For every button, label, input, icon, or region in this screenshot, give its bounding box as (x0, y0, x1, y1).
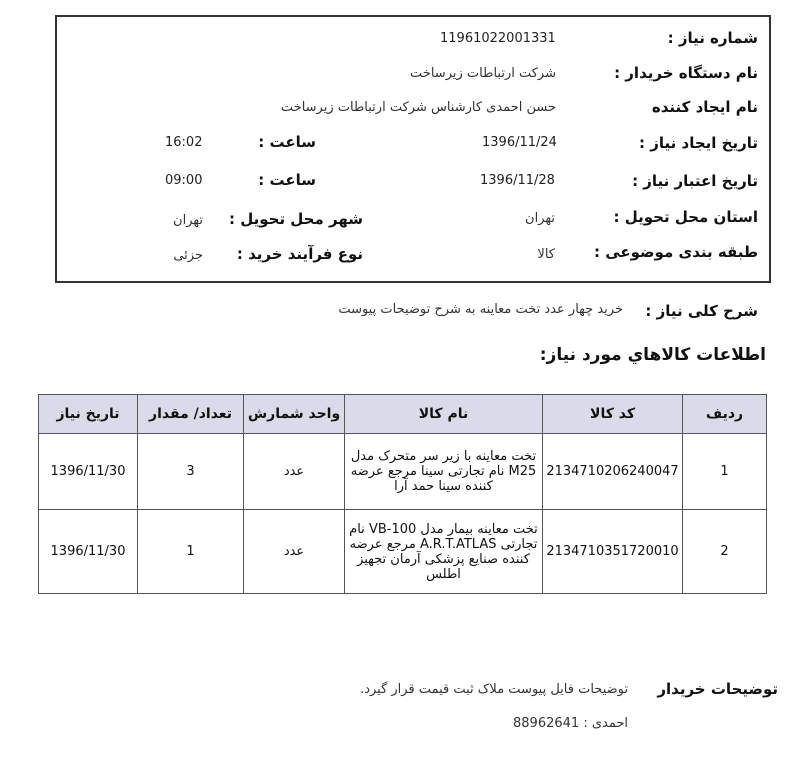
province-value: تهران (525, 211, 555, 226)
cell-qty: 1 (138, 510, 244, 594)
header-name: نام کالا (345, 395, 543, 434)
table-row (39, 510, 767, 594)
buyer-label: نام دستگاه خریدار : (614, 64, 758, 82)
valid-date-label: تاریخ اعتبار نیاز : (632, 172, 758, 190)
header-qty: تعداد/ مقدار (138, 395, 244, 434)
header-code: کد کالا (543, 395, 683, 434)
header-unit: واحد شمارش (244, 395, 345, 434)
process-label: نوع فرآیند خرید : (236, 245, 363, 263)
created-time-value: 16:02 (165, 135, 203, 150)
cell-name: تخت معاینه با زیر سر متحرک مدل M25 نام تجارتی سینا مرجع عرضه کننده سینا حمد آرا (345, 434, 543, 510)
goods-table (38, 394, 767, 594)
buyer-value: شرکت ارتباطات زیرساخت (410, 66, 556, 81)
cell-date: 1396/11/30 (39, 510, 138, 594)
creator-value: حسن احمدی کارشناس شرکت ارتباطات زیرساخت (280, 100, 556, 115)
city-value: تهران (173, 213, 203, 228)
summary-value: خرید چهار عدد تخت معاینه به شرح توضیحات پیوست (338, 302, 623, 317)
need-number-label: شماره نیاز : (667, 29, 758, 47)
created-time-label: ساعت : (258, 133, 316, 151)
cell-code: 2134710206240047 (543, 434, 683, 510)
need-number-value: 11961022001331 (440, 31, 556, 46)
process-value: جزئی (173, 248, 203, 263)
valid-time-value: 09:00 (165, 173, 203, 188)
cell-row: 1 (683, 434, 767, 510)
province-label: استان محل تحویل : (613, 208, 758, 226)
creator-label: نام ایجاد کننده (651, 98, 758, 116)
cell-date: 1396/11/30 (39, 434, 138, 510)
city-label: شهر محل تحویل : (228, 210, 363, 228)
buyer-notes-contact: احمدی : 88962641 (513, 716, 628, 731)
cell-qty: 3 (138, 434, 244, 510)
valid-date-value: 1396/11/28 (480, 173, 555, 188)
header-row: ردیف (683, 395, 767, 434)
table-row (39, 434, 767, 510)
table-header-row (39, 395, 767, 434)
valid-time-label: ساعت : (258, 171, 316, 189)
cell-unit: عدد (244, 510, 345, 594)
summary-label: شرح کلی نیاز : (645, 302, 758, 320)
cell-row: 2 (683, 510, 767, 594)
created-date-label: تاریخ ایجاد نیاز : (639, 134, 758, 152)
buyer-notes-text: توضیحات فایل پیوست ملاک ثبت قیمت قرار گیرد. (360, 682, 628, 697)
created-date-value: 1396/11/24 (482, 135, 557, 150)
category-label: طبقه بندی موضوعی : (594, 243, 758, 261)
category-value: کالا (537, 247, 555, 262)
cell-code: 2134710351720010 (543, 510, 683, 594)
header-date: تاریخ نیاز (39, 395, 138, 434)
buyer-notes-label: توضیحات خریدار (657, 680, 778, 698)
goods-heading: اطلاعات كالاهاي مورد نیاز: (539, 345, 766, 365)
cell-unit: عدد (244, 434, 345, 510)
cell-name: تخت معاینه بیمار مدل VB-100 نام تجارتی A.R.T.ATLAS مرجع عرضه کننده صنایع پزشکی آرمان تجهیز اطلس (345, 510, 543, 594)
